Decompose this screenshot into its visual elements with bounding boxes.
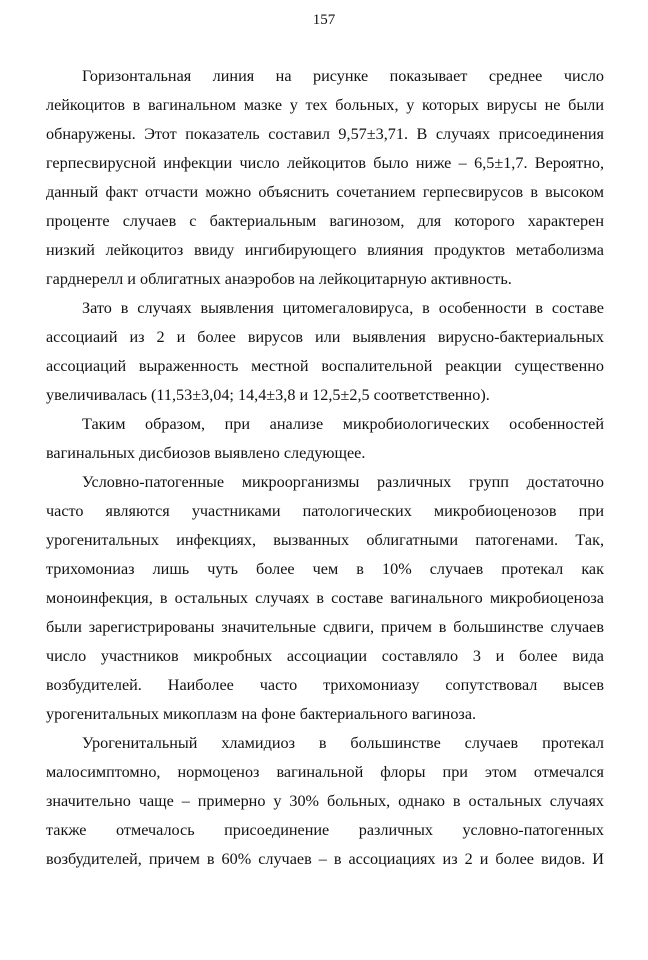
text-line: лейкоцитов в вагинальном мазке у тех больных, у которых вирусы не были — [46, 96, 604, 114]
paragraph — [46, 468, 604, 729]
paragraph — [46, 410, 604, 468]
text-line: урогенитальных микоплазм на фоне бактериального вагиноза. — [46, 705, 477, 723]
text-line: Таким образом, при анализе микробиологических особенностей — [82, 415, 604, 433]
paragraph — [46, 62, 604, 294]
text-line: моноинфекция, в остальных случаях в составе вагинального микробиоценоза — [46, 589, 604, 607]
text-line: данный факт отчасти можно объяснить сочетанием герпесвирусов в высоком — [46, 183, 604, 201]
text-line: обнаружены. Этот показатель составил 9,57±3,71. В случаях присоединения — [46, 125, 604, 143]
paragraph — [46, 294, 604, 410]
paragraph — [46, 729, 604, 874]
text-line: также отмечалось присоединение различных условно-патогенных — [46, 821, 604, 839]
body-text — [46, 62, 604, 874]
text-line: ассоциаий из 2 и более вирусов или выявления вирусно-бактериальных — [46, 328, 604, 346]
text-line: урогенитальных инфекциях, вызванных облигатными патогенами. Так, — [46, 531, 604, 549]
text-line: гарднерелл и облигатных анаэробов на лейкоцитарную активность. — [46, 270, 512, 288]
text-line: вагинальных дисбиозов выявлено следующее. — [46, 444, 366, 462]
text-line: увеличивалась (11,53±3,04; 14,4±3,8 и 12,5±2,5 соответственно). — [46, 386, 490, 404]
text-line: число участников микробных ассоциации составляло 3 и более вида — [46, 647, 604, 665]
text-line: низкий лейкоцитоз ввиду ингибирующего влияния продуктов метаболизма — [46, 241, 604, 259]
text-line: герпесвирусной инфекции число лейкоцитов было ниже – 6,5±1,7. Вероятно, — [46, 154, 604, 172]
page-number: 157 — [312, 12, 336, 28]
text-line: Зато в случаях выявления цитомегаловируса, в особенности в составе — [82, 299, 604, 317]
text-line: трихомониаз лишь чуть более чем в 10% случаев протекал как — [46, 560, 604, 578]
text-line: Урогенитальный хламидиоз в большинстве случаев протекал — [82, 734, 604, 752]
text-line: малосимптомно, нормоценоз вагинальной флоры при этом отмечался — [46, 763, 604, 781]
text-line: Горизонтальная линия на рисунке показывает среднее число — [82, 67, 604, 85]
text-line: Условно-патогенные микроорганизмы различных групп достаточно — [82, 473, 604, 491]
text-line: значительно чаще – примерно у 30% больных, однако в остальных случаях — [46, 792, 604, 810]
text-line: возбудителей, причем в 60% случаев – в ассоциациях из 2 и более видов. И — [46, 850, 604, 868]
text-line: были зарегистрированы значительные сдвиги, причем в большинстве случаев — [46, 618, 604, 636]
text-line: проценте случаев с бактериальным вагинозом, для которого характерен — [46, 212, 604, 230]
text-line: ассоциаций выраженность местной воспалительной реакции существенно — [46, 357, 604, 375]
text-line: часто являются участниками патологических микробиоценозов при — [46, 502, 604, 520]
text-line: возбудителей. Наиболее часто трихомониазу сопутствовал высев — [46, 676, 604, 694]
